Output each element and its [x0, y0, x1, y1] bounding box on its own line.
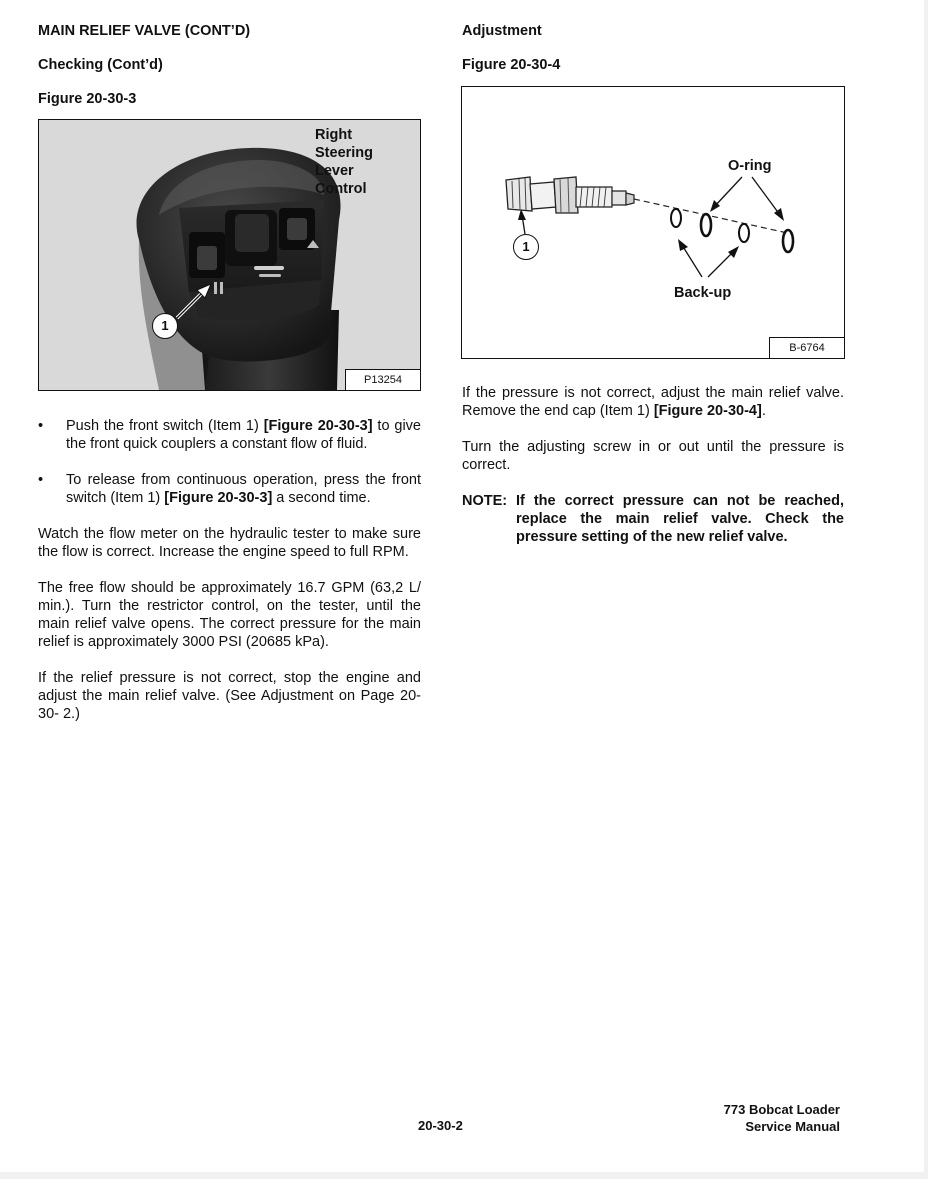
paragraph-free-flow: The free flow should be approximately 16.7 GPM (63,2 L/ min.). Turn the restrictor control, on the tester, until the main relief valve opens. The correct pressure for the main relief is approximately 3000 PSI (20685 kPa). [38, 580, 421, 650]
paragraph-relief-pressure: If the relief pressure is not correct, stop the engine and adjust the main relief valve. (See Adjustment on Page 20-30- 2.) [38, 670, 421, 722]
figure-20-30-3 [38, 119, 421, 391]
back-up-label: Back-up [674, 285, 732, 301]
page-number: 20-30-2 [418, 1118, 463, 1133]
item-1-callout: 1 [513, 234, 539, 260]
paragraph-adjust-valve [462, 384, 844, 420]
figure-20-30-3-title: Figure 20-30-3 [38, 91, 137, 107]
paragraph-adjusting-screw: Turn the adjusting screw in or out until the pressure is correct. [462, 439, 844, 473]
figure-label-line-1: Right [315, 127, 353, 143]
bullet-text: Push the front switch (Item 1) [66, 418, 264, 434]
subsection-heading: Checking (Cont’d) [38, 57, 163, 73]
bullet-item-1 [38, 417, 421, 453]
figure-code: P13254 [345, 369, 421, 391]
left-column [38, 22, 421, 108]
bullet-text: to give the front quick couplers a constant flow of fluid. [66, 418, 421, 452]
bullet-text: To release from continuous operation, press the front switch (Item 1) [66, 472, 421, 506]
manual-title [724, 1101, 840, 1135]
figure-label-line-3: Lever [315, 163, 354, 179]
figure-reference: [Figure 20-30-3] [164, 490, 273, 506]
paragraph-flow-meter: Watch the flow meter on the hydraulic tester to make sure the flow is correct. Increase the engine speed to full RPM. [38, 526, 421, 560]
bullet-item-2 [38, 471, 421, 507]
figure-reference: [Figure 20-30-3] [263, 418, 373, 434]
figure-label-line-4: Control [315, 181, 367, 197]
right-column [462, 22, 844, 74]
figure-label-line-2: Steering [315, 145, 374, 161]
manual-title-line-1: 773 Bobcat Loader [723, 1102, 840, 1117]
figure-reference: [Figure 20-30-4] [653, 403, 762, 419]
figure-20-30-4 [461, 86, 845, 359]
section-heading: MAIN RELIEF VALVE (CONT’D) [38, 23, 251, 39]
bullet-marker: • [38, 472, 44, 488]
figure-code: B-6764 [769, 337, 845, 359]
item-1-callout: 1 [152, 313, 178, 339]
note-label: NOTE: [462, 493, 508, 509]
bullet-text: a second time. [272, 490, 371, 506]
o-ring-label: O-ring [728, 158, 772, 174]
paragraph-text: . [761, 403, 766, 419]
bullet-marker: • [38, 418, 44, 434]
note-block [462, 492, 844, 546]
note-text: If the correct pressure can not be reached, replace the main relief valve. Check the pressure setting of the new relief valve. [516, 493, 844, 545]
left-body [38, 417, 421, 723]
adjustment-heading: Adjustment [462, 23, 542, 39]
relief-valve-diagram [462, 87, 844, 358]
figure-20-30-4-title: Figure 20-30-4 [462, 57, 561, 73]
manual-title-line-2: Service Manual [745, 1119, 840, 1134]
right-body [462, 384, 844, 546]
paragraph-text: If the pressure is not correct, adjust the main relief valve. Remove the end cap (Item 1) [462, 385, 844, 419]
